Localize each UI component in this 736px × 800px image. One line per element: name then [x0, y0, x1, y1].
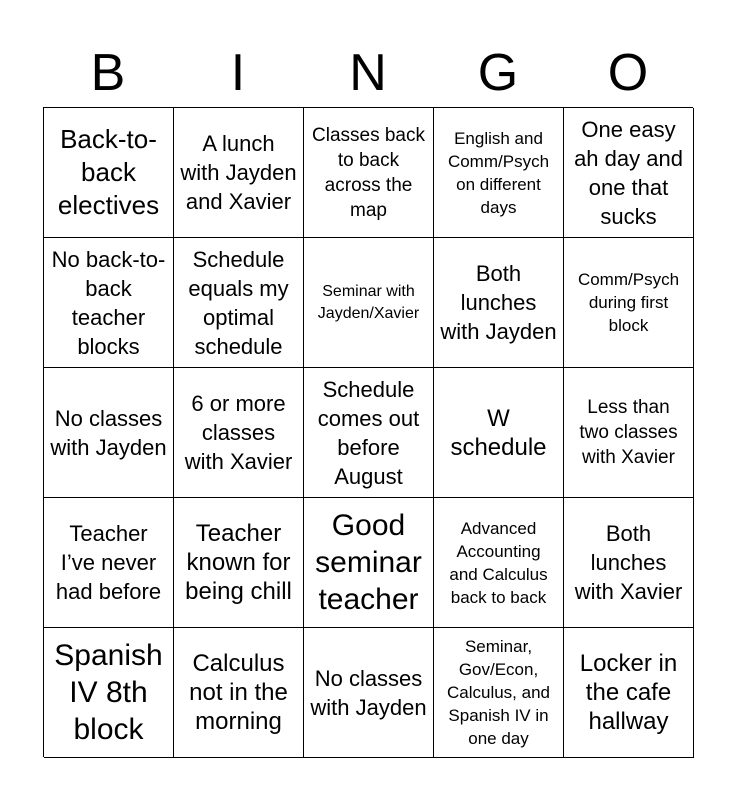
bingo-cell[interactable]	[304, 238, 434, 368]
bingo-cell[interactable]	[44, 368, 174, 498]
cell-text: No classes with Jayden	[50, 405, 167, 460]
cell-text: Both lunches with Jayden	[440, 261, 557, 344]
cell-text: Teacher I’ve never had before	[55, 521, 162, 604]
cell-text: Advanced Accounting and Calculus back to back	[449, 518, 548, 607]
cell-text: Less than two classes with Xavier	[579, 397, 678, 468]
bingo-cell[interactable]	[174, 628, 304, 758]
cell-text: Seminar with Jayden/Xavier	[317, 282, 420, 322]
cell-text: Calculus not in the morning	[189, 650, 288, 735]
cell-text: Locker in the cafe hallway	[579, 650, 678, 735]
bingo-cell[interactable]	[564, 238, 694, 368]
cell-text: No classes with Jayden	[310, 665, 427, 720]
bingo-cell[interactable]	[434, 498, 564, 628]
bingo-cell[interactable]	[174, 498, 304, 628]
bingo-cell[interactable]	[304, 368, 434, 498]
bingo-cell[interactable]	[44, 108, 174, 238]
cell-text: Schedule equals my optimal schedule	[188, 246, 289, 359]
bingo-cell[interactable]	[564, 498, 694, 628]
header-letter-n: N	[349, 44, 387, 102]
bingo-header	[43, 40, 693, 106]
bingo-cell[interactable]	[434, 628, 564, 758]
cell-text: Teacher known for being chill	[185, 520, 292, 605]
bingo-cell[interactable]	[44, 238, 174, 368]
cell-text: A lunch with Jayden and Xavier	[180, 131, 297, 214]
bingo-cell[interactable]	[434, 368, 564, 498]
bingo-cell[interactable]	[44, 628, 174, 758]
cell-text: Comm/Psych during first block	[577, 270, 680, 335]
cell-text: 6 or more classes with Xavier	[184, 391, 293, 474]
header-letter-i: I	[230, 44, 246, 102]
bingo-cell[interactable]	[564, 108, 694, 238]
cell-text: English and Comm/Psych on different days	[447, 128, 550, 217]
header-letter-o: O	[607, 44, 649, 102]
bingo-cell[interactable]	[304, 628, 434, 758]
bingo-cell[interactable]	[174, 238, 304, 368]
bingo-board	[43, 107, 693, 757]
cell-text: Schedule comes out before August	[317, 376, 420, 489]
bingo-cell[interactable]	[174, 368, 304, 498]
header-letter-g: G	[477, 44, 519, 102]
bingo-cell[interactable]	[564, 368, 694, 498]
header-letter-b: B	[90, 44, 126, 102]
cell-text: Good seminar teacher	[315, 509, 422, 616]
bingo-cell[interactable]	[564, 628, 694, 758]
bingo-cell[interactable]	[44, 498, 174, 628]
bingo-cell[interactable]	[174, 108, 304, 238]
bingo-cell[interactable]	[304, 108, 434, 238]
bingo-cell[interactable]	[304, 498, 434, 628]
bingo-cell[interactable]	[434, 238, 564, 368]
cell-text: No back-to-back teacher blocks	[51, 246, 166, 359]
cell-text: Seminar, Gov/Econ, Calculus, and Spanish IV in one day	[446, 637, 550, 748]
cell-text: Spanish IV 8th block	[54, 639, 163, 746]
bingo-cell[interactable]	[434, 108, 564, 238]
cell-text: One easy ah day and one that sucks	[574, 116, 683, 229]
cell-text: Classes back to back across the map	[312, 124, 425, 221]
cell-text: W schedule	[450, 404, 547, 461]
cell-text: Both lunches with Xavier	[574, 521, 683, 604]
cell-text: Back-to-back electives	[57, 124, 160, 220]
